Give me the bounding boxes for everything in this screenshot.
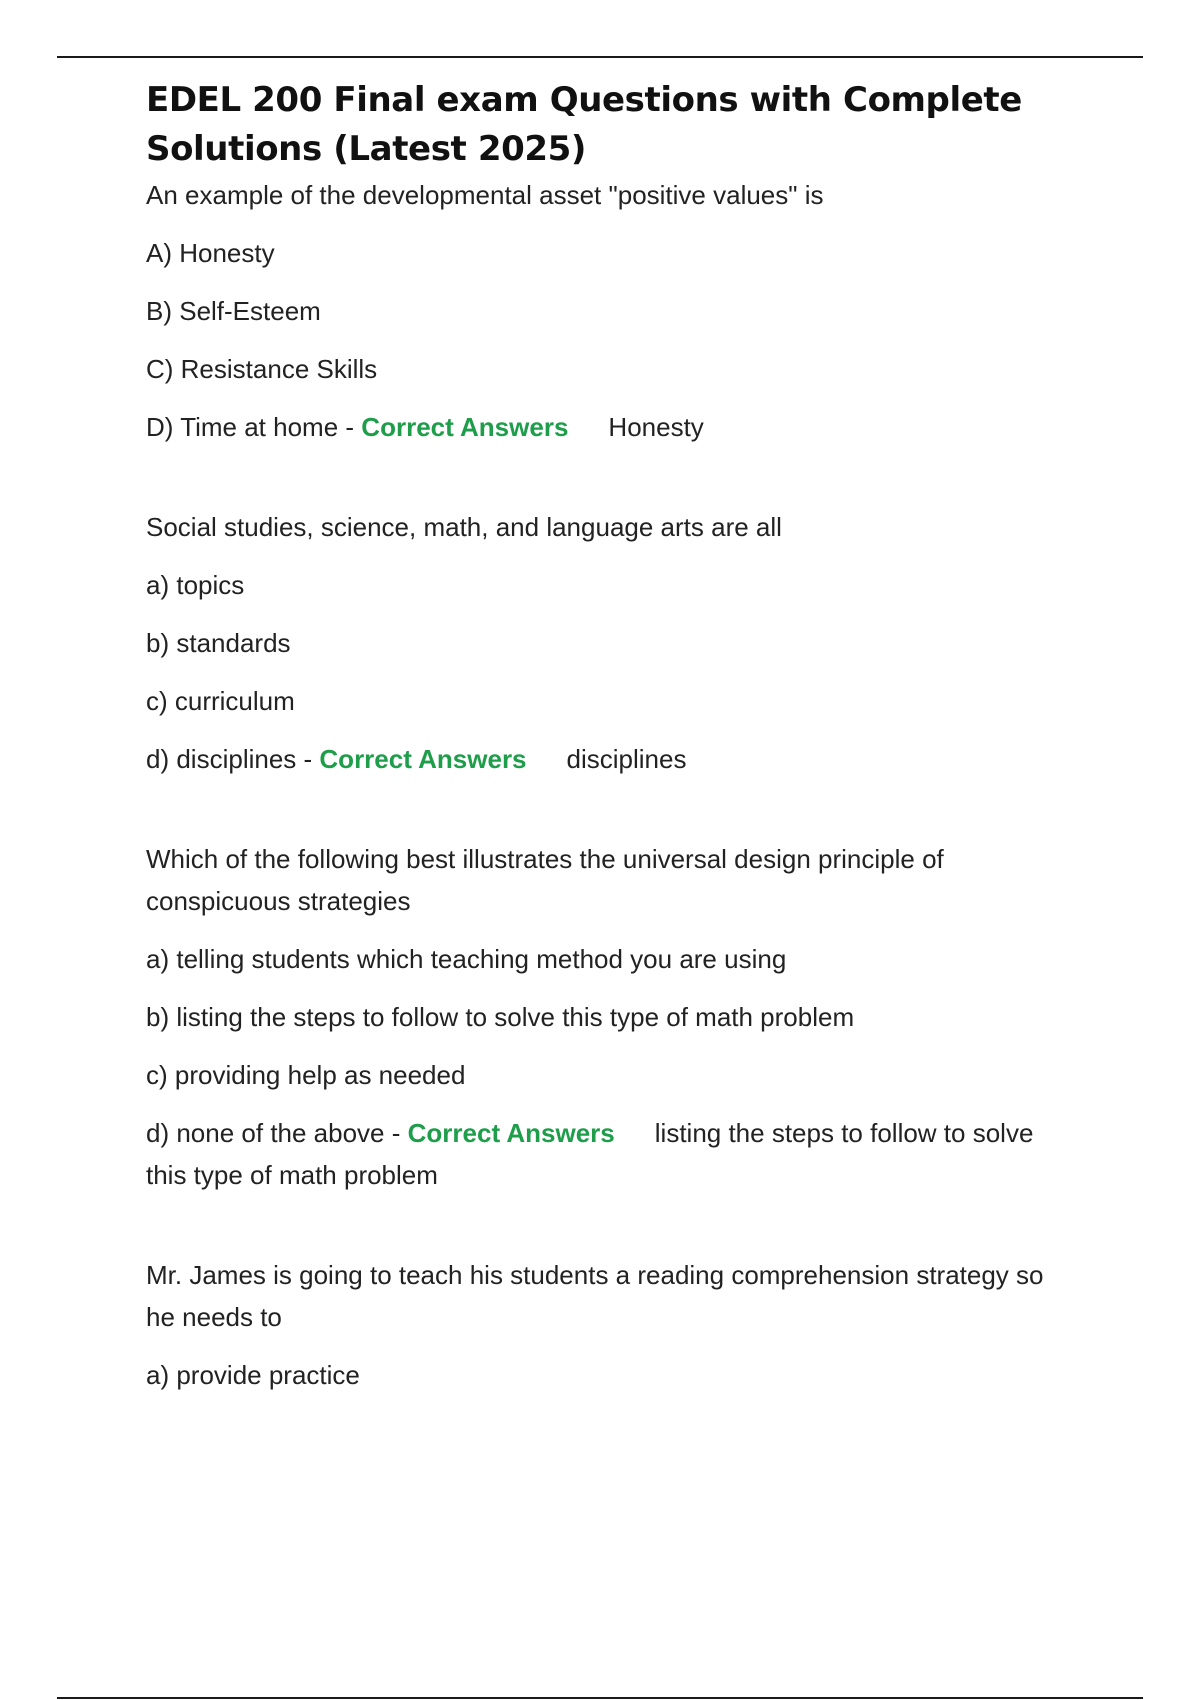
answer-text: disciplines [566,744,687,774]
option: D) Time at home - [146,412,355,442]
option-with-answer [146,738,1066,780]
answer-text: Honesty [608,412,704,442]
option: b) listing the steps to follow to solve this type of math problem [146,1002,855,1032]
option: d) disciplines - [146,744,313,774]
option: c) providing help as needed [146,1060,466,1090]
question-stem: Social studies, science, math, and language arts are all [146,512,782,542]
option: a) topics [146,570,245,600]
question-2 [146,506,1066,780]
question-1 [146,174,1066,448]
question-stem: Which of the following best illustrates the universal design principle of conspicuous strategies [146,844,944,916]
option: C) Resistance Skills [146,354,378,384]
answer-text: listing the steps to follow to solve this type of math problem [146,1118,1034,1190]
option-with-answer [146,406,1066,448]
option: b) standards [146,628,291,658]
document-title: EDEL 200 Final exam Questions with Complete Solutions (Latest 2025) [146,80,1022,169]
correct-answers-label: Correct Answers [361,412,569,442]
correct-answers-label: Correct Answers [407,1118,615,1148]
option: c) curriculum [146,686,295,716]
option: B) Self-Esteem [146,296,321,326]
document-body [146,76,1066,1412]
option: a) provide practice [146,1360,360,1390]
option: d) none of the above - [146,1118,401,1148]
option: A) Honesty [146,238,275,268]
bottom-rule [57,1697,1143,1699]
question-stem: Mr. James is going to teach his students a reading comprehension strategy so he needs to [146,1260,1044,1332]
correct-answers-label: Correct Answers [319,744,527,774]
option: a) telling students which teaching method you are using [146,944,787,974]
top-rule [57,56,1143,58]
question-stem: An example of the developmental asset "positive values" is [146,180,824,210]
option-with-answer [146,1112,1066,1196]
question-4 [146,1254,1066,1396]
question-3 [146,838,1066,1196]
